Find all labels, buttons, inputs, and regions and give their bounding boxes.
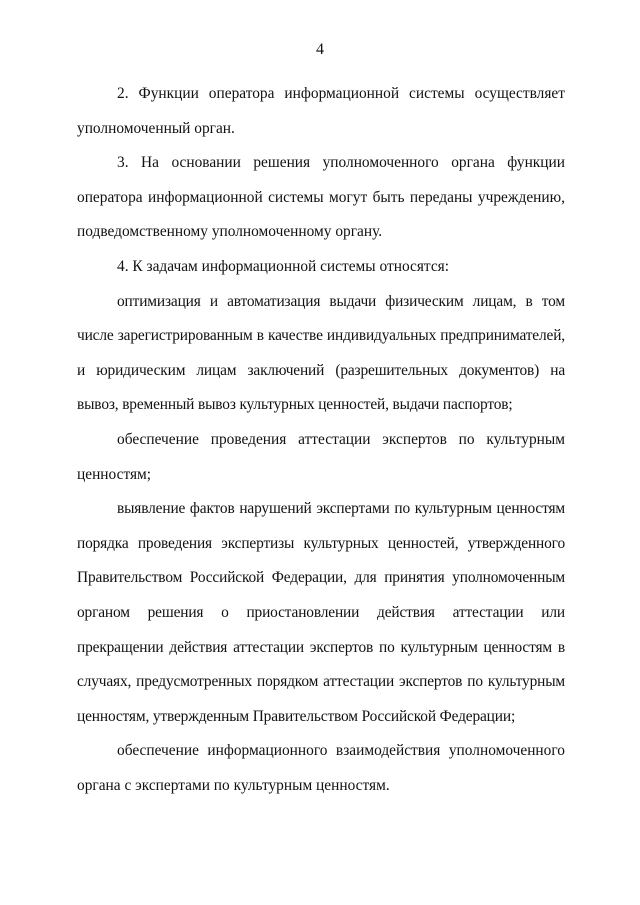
document-body (77, 77, 565, 803)
paragraph-task-violations: выявление фактов нарушений экспертами по культурным ценностям порядка проведения экспертизы культурных ценностей, утвержденного Правительством Российской Федерации, для принятия уполномоченным органом решения о приостановлении действия аттестации или прекращении действия аттестации экспертов по культурным ценностям в случаях, предусмотренных порядком аттестации экспертов по культурным ценностям, утвержденным Правительством Российской Федерации; (77, 500, 565, 725)
paragraph-task-attestation: обеспечение проведения аттестации экспертов по культурным ценностям; (77, 430, 565, 483)
paragraph-task-optimization: оптимизация и автоматизация выдачи физическим лицам, в том числе зарегистрированным в качестве индивидуальных предпринимателей, и юридическим лицам заключений (разрешительных документов) на вывоз, временный вывоз культурных ценностей, выдачи паспортов; (77, 292, 565, 414)
paragraph-system-tasks-heading: 4. К задачам информационной системы относятся: (117, 257, 450, 275)
paragraph-operator-functions: 2. Функции оператора информационной системы осуществляет уполномоченный орган. (77, 85, 565, 137)
page-number: 4 (316, 41, 324, 58)
paragraph-transfer-of-functions: 3. На основании решения уполномоченного органа функции оператора информационной системы могут быть переданы учреждению, подведомственному уполномоченному органу. (77, 154, 565, 241)
paragraph-task-interaction: обеспечение информационного взаимодействия уполномоченного органа с экспертами по культурным ценностям. (77, 742, 565, 794)
